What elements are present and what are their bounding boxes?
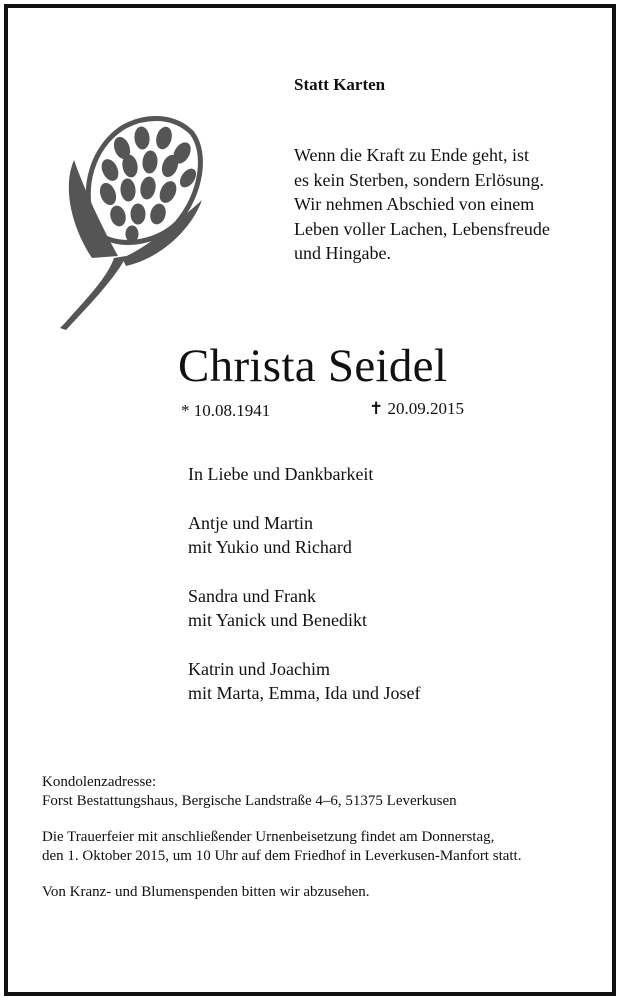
cross-icon: ✝ <box>369 399 384 418</box>
condolence-address: Forst Bestattungshaus, Bergische Landstraße 4–6, 51375 Leverkusen <box>42 793 457 809</box>
poem-line: es kein Sterben, sondern Erlösung. <box>294 169 544 190</box>
deceased-name: Christa Seidel <box>178 340 448 392</box>
family-line: mit Yukio und Richard <box>188 537 352 557</box>
poem-line: Wenn die Kraft zu Ende geht, ist <box>294 145 529 165</box>
ceremony-info: den 1. Oktober 2015, um 10 Uhr auf dem Friedhof in Leverkusen-Manfort statt. <box>42 848 522 864</box>
family-group <box>188 584 420 633</box>
poem-line: Leben voller Lachen, Lebensfreude <box>294 218 550 239</box>
page-title: Statt Karten <box>294 75 386 94</box>
family-line: Antje und Martin <box>188 512 313 533</box>
poem-line: Wir nehmen Abschied von einem <box>294 194 535 214</box>
family-group <box>188 511 420 560</box>
family-intro: In Liebe und Dankbarkeit <box>188 464 374 484</box>
poem <box>294 143 550 266</box>
family-line: Sandra und Frank <box>188 585 316 606</box>
death-date-block <box>369 399 464 419</box>
protea-flower-icon <box>52 108 212 330</box>
family-line: mit Marta, Emma, Ida und Josef <box>188 683 421 703</box>
family-section <box>188 462 420 730</box>
footer-info <box>42 773 521 919</box>
poem-line: und Hingabe. <box>294 243 391 263</box>
birth-date: * 10.08.1941 <box>181 401 271 420</box>
condolence-label: Kondolenzadresse: <box>42 774 157 790</box>
death-date: 20.09.2015 <box>387 399 464 418</box>
flowers-note: Von Kranz- und Blumenspenden bitten wir abzusehen. <box>42 884 370 900</box>
family-group <box>188 657 420 706</box>
family-line: Katrin und Joachim <box>188 658 330 679</box>
ceremony-info: Die Trauerfeier mit anschließender Urnenbeisetzung findet am Donnerstag, <box>42 829 495 845</box>
family-line: mit Yanick und Benedikt <box>188 610 367 630</box>
